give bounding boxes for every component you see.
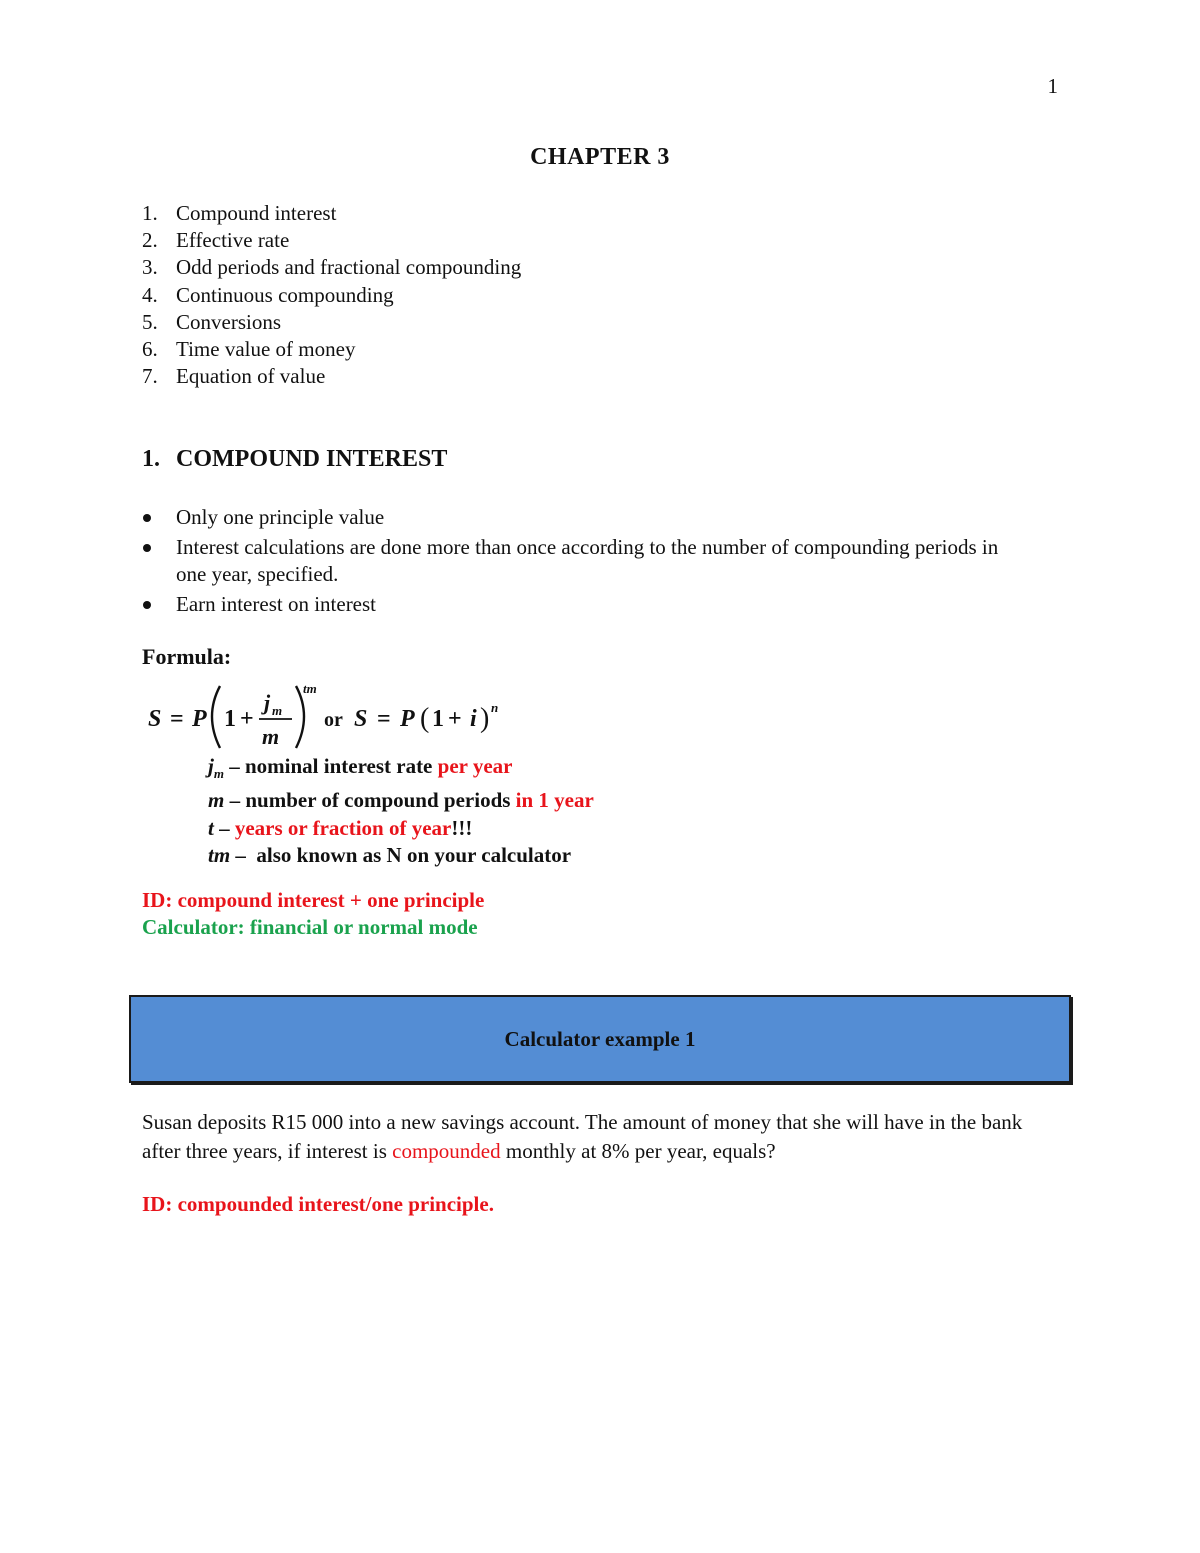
problem-highlight: compounded <box>392 1139 501 1163</box>
formula-exponent-n: n <box>491 700 499 715</box>
formula-equals: = <box>170 706 184 732</box>
toc-item <box>142 282 521 309</box>
definition-text: nominal interest rate <box>244 754 438 778</box>
toc-item <box>142 227 521 254</box>
identification-note: ID: compound interest + one principle <box>142 888 485 912</box>
problem-text-end: monthly at 8% per year, equals? <box>500 1139 776 1163</box>
toc-item-number: 4. <box>142 282 158 307</box>
bullet-text: Earn interest on interest <box>176 591 377 616</box>
definition-row <box>208 815 594 842</box>
definition-text: number of compound periods <box>245 788 516 813</box>
section-heading <box>142 446 447 473</box>
definition-row <box>208 787 594 814</box>
toc-item-number: 5. <box>142 309 158 334</box>
formula-j-subscript: m <box>272 703 283 718</box>
toc-item-label: Conversions <box>176 309 281 334</box>
chapter-title: CHAPTER 3 <box>530 144 670 170</box>
formula-equals-2: = <box>377 706 391 732</box>
toc-item <box>142 200 521 227</box>
definition-symbol: j <box>208 754 214 778</box>
right-paren-2-icon: ) <box>480 703 490 734</box>
definition-row <box>208 842 594 869</box>
bullet-text: Only one principle value <box>176 505 385 529</box>
toc-item-label: Equation of value <box>176 364 326 389</box>
formula-plus-2: + <box>448 706 462 732</box>
toc-item <box>142 309 521 336</box>
formula-i: i <box>470 706 477 732</box>
toc-item-label: Time value of money <box>176 337 356 362</box>
toc-item-label: Compound interest <box>176 201 337 225</box>
definition-dash: – <box>224 788 246 813</box>
bullet-item <box>142 591 1022 619</box>
toc-item-number: 2. <box>142 228 158 253</box>
compound-interest-formula <box>140 670 560 760</box>
definition-tail: !!! <box>451 815 473 840</box>
page-number: 1 <box>1047 74 1058 98</box>
definition-text: also known as N on your calculator <box>256 843 572 868</box>
toc-item-number: 7. <box>142 364 158 389</box>
bullet-text: Interest calculations are done more than once according to the number of compounding periods in one year, specified. <box>176 534 999 586</box>
definition-symbol: t <box>208 815 214 840</box>
definition-row <box>208 753 594 787</box>
example-problem <box>142 1108 1062 1166</box>
definition-emphasis: years or fraction of year <box>234 815 452 840</box>
example-banner <box>129 995 1071 1083</box>
bullet-item <box>142 534 1022 589</box>
toc-item-label: Continuous compounding <box>176 282 394 307</box>
toc-item-label: Effective rate <box>176 228 290 253</box>
bullet-item <box>142 504 1022 532</box>
example-title: Calculator example 1 <box>504 1026 696 1051</box>
definition-dash: – <box>223 754 245 778</box>
table-of-contents <box>142 200 521 390</box>
formula-m: m <box>262 724 280 749</box>
toc-item-number: 3. <box>142 255 158 280</box>
bullet-icon <box>143 544 151 552</box>
left-paren-icon <box>212 686 220 748</box>
left-paren-2-icon: ( <box>420 703 430 734</box>
calculator-mode-note: Calculator: financial or normal mode <box>142 915 478 939</box>
formula-one: 1 <box>224 706 236 732</box>
section-number: 1. <box>142 446 160 472</box>
toc-item <box>142 336 521 363</box>
definition-emphasis: in 1 year <box>515 788 594 813</box>
toc-item-label: Odd periods and fractional compounding <box>176 255 522 280</box>
definition-symbol-subscript: m <box>213 766 224 782</box>
toc-item <box>142 254 521 281</box>
formula-exponent-tm: tm <box>303 681 317 696</box>
bullet-list <box>142 504 1022 618</box>
toc-item-number: 6. <box>142 337 158 362</box>
definition-dash: – <box>230 843 257 868</box>
section-title: COMPOUND INTEREST <box>176 446 448 472</box>
formula-or: or <box>324 709 343 731</box>
formula-definitions <box>208 753 594 869</box>
definition-dash: – <box>213 815 235 840</box>
problem-text-start: Susan deposits R15 000 into a new savings account. The amount of money that she will have in the bank after three years, if interest is <box>142 1110 1023 1163</box>
bullet-icon <box>143 601 151 609</box>
formula-s: S <box>148 706 162 732</box>
formula-p-2: P <box>400 706 415 732</box>
formula-p: P <box>192 706 207 732</box>
definition-symbol: tm <box>208 843 231 868</box>
formula-one-2: 1 <box>432 706 444 732</box>
definition-symbol: m <box>208 788 225 813</box>
formula-label: Formula: <box>142 644 232 669</box>
definition-emphasis: per year <box>437 754 513 778</box>
formula-plus: + <box>240 706 254 732</box>
formula-s-2: S <box>354 706 368 732</box>
formula-j: j <box>264 690 271 715</box>
toc-item <box>142 363 521 390</box>
toc-item-number: 1. <box>142 201 158 225</box>
identification-note-2: ID: compounded interest/one principle. <box>142 1192 494 1216</box>
bullet-icon <box>143 514 151 522</box>
